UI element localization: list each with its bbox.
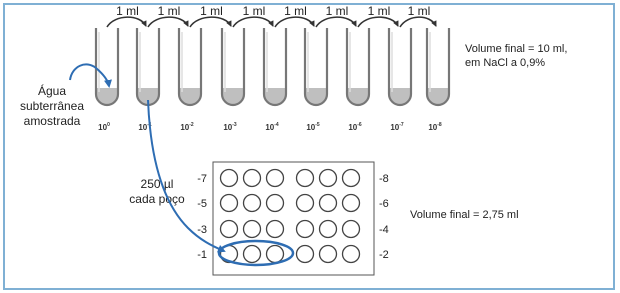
- transfer-arrow: [316, 17, 356, 27]
- transfer-arrow: [358, 17, 398, 27]
- transfer-labels: [116, 4, 430, 18]
- well: [267, 170, 284, 187]
- row-label-right: -2: [379, 249, 389, 261]
- row-label-right: -8: [379, 173, 389, 185]
- transfer-label: 1 ml: [325, 4, 349, 18]
- transfer-arrow: [233, 17, 273, 27]
- row-label-left: -1: [197, 249, 207, 261]
- row-label-left: -3: [197, 224, 207, 236]
- transfer-arrow: [400, 17, 436, 27]
- dilution-label: $10^0$: [98, 122, 110, 132]
- tube: [179, 28, 201, 105]
- well-volume-line2: cada poço: [129, 192, 185, 206]
- sample-label-line2: subterrânea: [19, 99, 85, 113]
- tube: [389, 28, 411, 105]
- well: [267, 221, 284, 238]
- tube-volume-line2: em NaCl a 0,9%: [465, 57, 546, 69]
- transfer-label: 1 ml: [200, 4, 223, 18]
- dilution-label: $10^{-2}$: [180, 122, 194, 132]
- well: [320, 170, 337, 187]
- transfer-label: 1 ml: [116, 4, 139, 18]
- well: [320, 195, 337, 212]
- dilution-label: $10^{-6}$: [348, 122, 362, 132]
- tube-row: [96, 28, 449, 105]
- row-label-right: -6: [379, 198, 389, 210]
- well: [297, 246, 314, 263]
- well: [244, 195, 261, 212]
- tube: [137, 28, 159, 105]
- dilution-label: $10^{-5}$: [306, 122, 320, 132]
- sample-label-line1: Água: [37, 84, 67, 98]
- well: [320, 221, 337, 238]
- well: [343, 195, 360, 212]
- dilution-label: $10^{-3}$: [223, 122, 237, 132]
- transfer-label: 1 ml: [242, 4, 266, 18]
- well: [221, 195, 238, 212]
- row-label-left: -7: [197, 173, 207, 185]
- transfer-label: 1 ml: [367, 4, 391, 18]
- transfer-label: 1 ml: [157, 4, 181, 18]
- well: [343, 170, 360, 187]
- plate-volume-label: Volume final = 2,75 ml: [410, 209, 519, 221]
- well: [244, 170, 261, 187]
- tube: [264, 28, 286, 105]
- well: [267, 195, 284, 212]
- row-label-left: -5: [197, 198, 207, 210]
- transfer-arrow: [275, 17, 314, 27]
- well: [343, 221, 360, 238]
- well: [244, 246, 261, 263]
- well: [221, 221, 238, 238]
- well: [297, 195, 314, 212]
- sample-label-line3: amostrada: [23, 114, 81, 128]
- dilution-label: $10^{-8}$: [428, 122, 442, 132]
- well: [343, 246, 360, 263]
- transfer-arrows: [107, 17, 436, 27]
- well-volume-line1: 250 µl: [140, 177, 174, 191]
- well: [244, 221, 261, 238]
- transfer-arrow: [107, 17, 146, 27]
- transfer-arrow: [190, 17, 231, 27]
- tube: [427, 28, 449, 105]
- tube: [347, 28, 369, 105]
- dilution-label: $10^{-1}$: [138, 122, 152, 132]
- transfer-label: 1 ml: [284, 4, 307, 18]
- well: [320, 246, 337, 263]
- well: [297, 221, 314, 238]
- dilution-label: $10^{-7}$: [390, 122, 404, 132]
- dilution-label: $10^{-4}$: [265, 122, 279, 132]
- tube: [305, 28, 327, 105]
- transfer-arrow: [148, 17, 188, 27]
- sample-arrow: [70, 64, 109, 86]
- well: [297, 170, 314, 187]
- tube: [96, 28, 118, 105]
- well: [267, 246, 284, 263]
- tube: [222, 28, 244, 105]
- transfer-label: 1 ml: [407, 4, 431, 18]
- row-label-right: -4: [379, 224, 389, 236]
- well: [221, 170, 238, 187]
- tube-volume-line1: Volume final = 10 ml,: [465, 43, 568, 55]
